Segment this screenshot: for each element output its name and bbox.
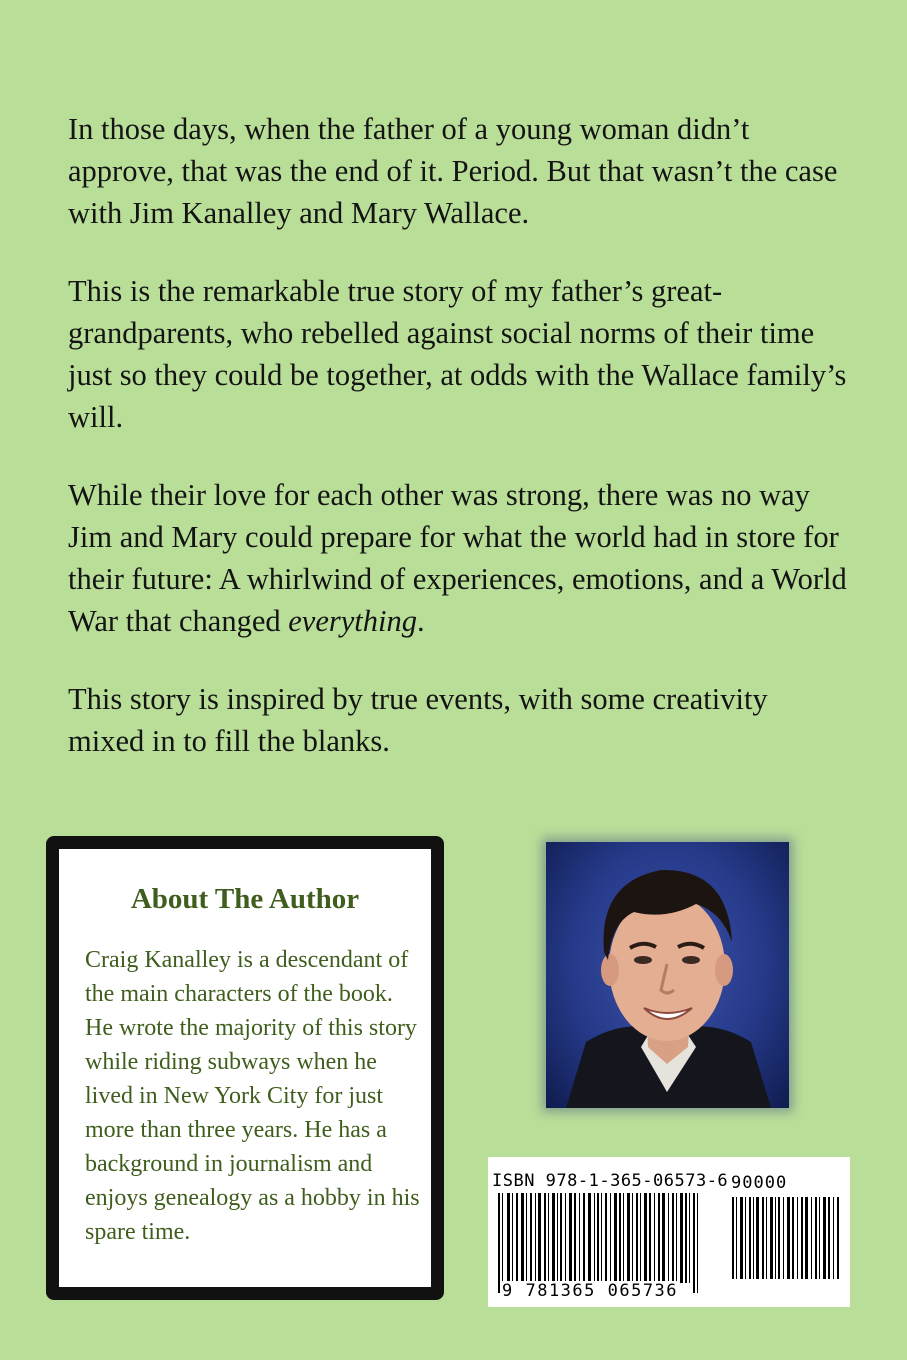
about-author-panel (59, 849, 431, 1287)
about-author-box (46, 836, 444, 1300)
author-photo (546, 842, 789, 1108)
blurb-paragraph-1: In those days, when the father of a young woman didn’t approve, that was the end of it. Period. But that wasn’t the case with Jim Kanalley and Mary Wallace. (68, 112, 838, 230)
barcode-digits: 9 781365 065736 (502, 1281, 679, 1301)
blurb-paragraph-3-end: . (416, 604, 425, 638)
price-code: 90000 (731, 1173, 788, 1193)
back-cover-blurb (68, 108, 848, 798)
about-author-bio: Craig Kanalley is a descendant of the main characters of the book. He wrote the majority of this story while riding subways when he lived in New York City for just more than three years. He has a background in journalism and enjoys genealogy as a hobby in his spare time. (85, 947, 420, 1245)
isbn-label: ISBN 978-1-365-06573-6 (492, 1171, 729, 1191)
blurb-paragraph-3-text: While their love for each other was strong, there was no way Jim and Mary could prepare for what the world had in store for their future: A whirlwind of experiences, emotions, and a World War that changed (68, 478, 847, 638)
blurb-paragraph-4: This story is inspired by true events, with some creativity mixed in to fill the blanks. (68, 682, 768, 758)
blurb-paragraph-3 (68, 474, 848, 642)
blurb-paragraph-2: This is the remarkable true story of my father’s great-grandparents, who rebelled against social norms of their time just so they could be together, at odds with the Wallace family’s will. (68, 274, 847, 434)
isbn-barcode (488, 1157, 850, 1307)
about-author-title: About The Author (130, 883, 360, 915)
blurb-emphasis: everything (288, 604, 417, 638)
